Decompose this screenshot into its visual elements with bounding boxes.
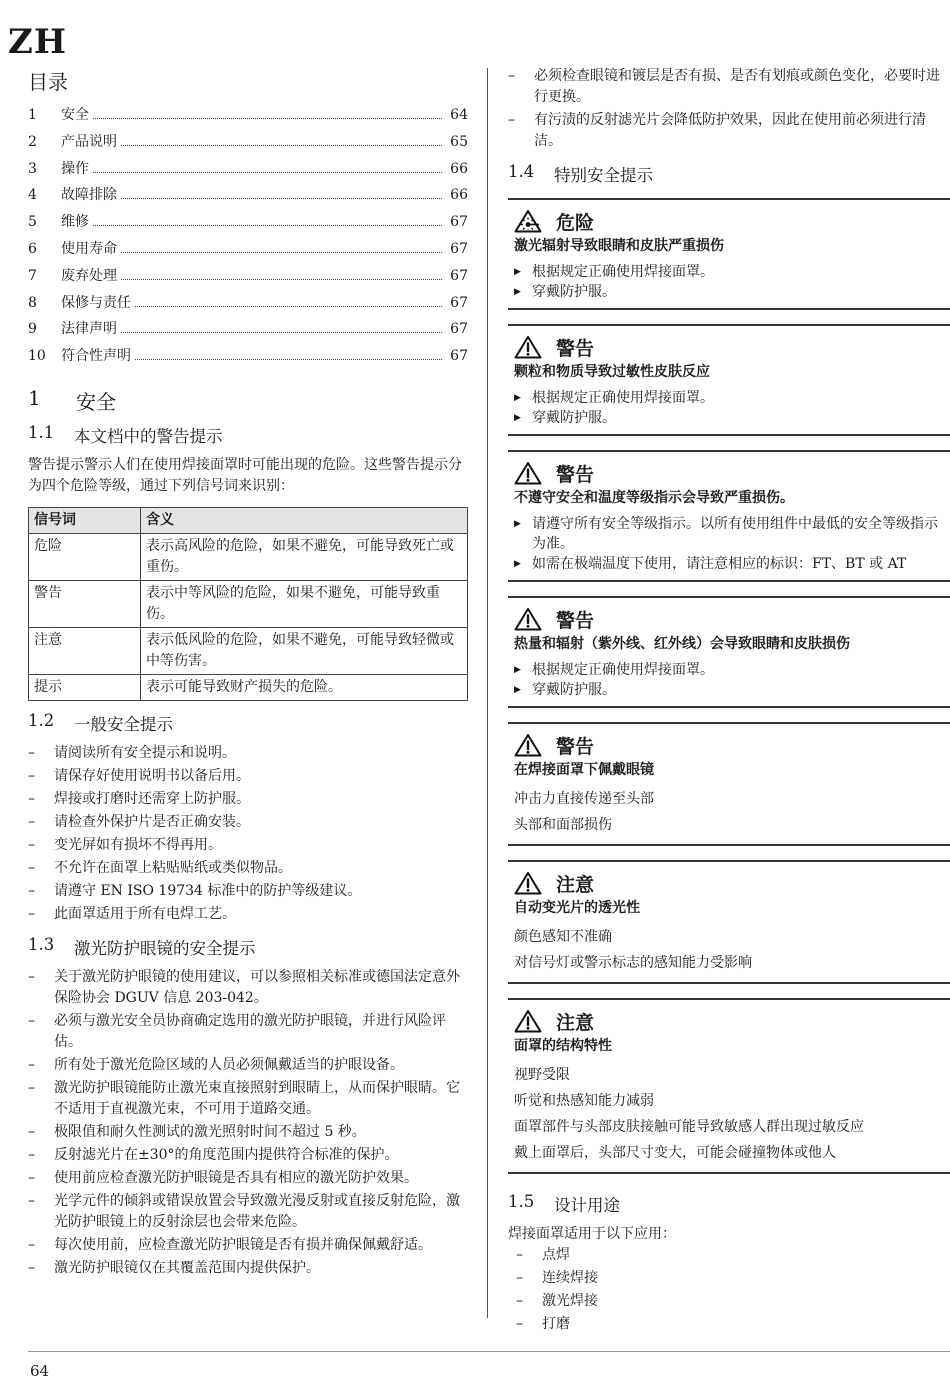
toc-entry[interactable] — [28, 184, 468, 211]
section-title: 特别安全提示 — [554, 166, 653, 185]
measure-item: ▶ 根据规定正确使用焊接面罩。 — [514, 660, 950, 680]
toc-number: 1 — [28, 107, 37, 123]
table-header-signal-word: 信号词 — [29, 507, 141, 533]
laser-goggles-list — [28, 967, 468, 1279]
section-number: 1.5 — [508, 1192, 535, 1211]
signal-word-table — [28, 507, 468, 701]
signal-word-cell: 提示 — [29, 674, 141, 700]
toc-number: 5 — [28, 214, 37, 231]
left-column — [28, 66, 468, 1281]
warning-subtitle: 自动变光片的透光性 — [514, 900, 640, 916]
measures-list — [514, 660, 950, 700]
toc-page-number: 64 — [450, 107, 468, 123]
section-1-heading — [28, 386, 468, 415]
list-item: – 所有处于激光危险区域的人员必须佩戴适当的护眼设备。 — [28, 1055, 468, 1076]
exclamation-warning-icon — [514, 461, 542, 485]
list-item: – 激光防护眼镜能防止激光束直接照射到眼睛上，从而保护眼睛。它不适用于直视激光束，不可用于道路交通。 — [28, 1078, 468, 1120]
consequence-line: 听觉和热感知能力减弱 — [514, 1093, 654, 1109]
column-divider — [487, 68, 488, 1318]
consequence-line: 冲击力直接传递至头部 — [514, 791, 654, 807]
warning-box — [508, 596, 950, 708]
section-number: 1.2 — [28, 710, 55, 730]
toc-number: 7 — [28, 267, 37, 284]
toc-entry-title: 故障排除 — [61, 187, 117, 204]
table-row — [29, 533, 468, 580]
section-number: 1.3 — [28, 934, 55, 954]
measure-item: ▶ 穿戴防护服。 — [514, 408, 950, 428]
warning-box — [508, 722, 950, 846]
toc-leader-dots — [121, 252, 442, 253]
toc-number: 9 — [28, 321, 37, 338]
toc-number: 10 — [28, 348, 46, 365]
exclamation-warning-icon — [514, 871, 542, 895]
list-item: – 光学元件的倾斜或错误放置会导致激光漫反射或直接反射危险，激光防护眼镜上的反射涂层也会带来危险。 — [28, 1191, 468, 1233]
measures-list — [514, 262, 950, 302]
list-item: – 请检查外保护片是否正确安装。 — [28, 812, 468, 833]
list-item: – 打磨 — [516, 1314, 950, 1335]
toc-entry[interactable] — [28, 318, 468, 345]
signal-word: 注意 — [556, 873, 595, 896]
signal-word: 危险 — [556, 211, 595, 234]
toc-title: 目录 — [28, 70, 68, 94]
warning-intro-paragraph: 警告提示警示人们在使用焊接面罩时可能出现的危险。这些警告提示分为四个危险等级，通过下列信号词来识别： — [28, 456, 462, 494]
warning-header — [514, 206, 950, 236]
warning-boxes — [508, 198, 950, 1174]
toc-page-number: 66 — [450, 160, 468, 177]
toc-entry-title: 安全 — [61, 107, 89, 123]
toc-leader-dots — [121, 279, 442, 280]
list-item: – 连续焊接 — [516, 1268, 950, 1289]
measures-list — [514, 514, 950, 574]
signal-word: 警告 — [556, 337, 595, 360]
list-item: – 有污渍的反射滤光片会降低防护效果，因此在使用前必须进行清洁。 — [508, 110, 950, 152]
laser-goggles-list-continued — [508, 66, 950, 152]
warning-subtitle: 颗粒和物质导致过敏性皮肤反应 — [514, 364, 710, 380]
toc-number: 3 — [28, 160, 37, 177]
warning-header — [514, 868, 950, 898]
toc-list — [28, 104, 468, 372]
section-number: 1.1 — [28, 422, 55, 442]
section-1-4-heading — [508, 162, 950, 186]
toc-leader-dots — [121, 198, 442, 199]
exclamation-warning-icon — [514, 1009, 542, 1033]
measure-item: ▶ 根据规定正确使用焊接面罩。 — [514, 388, 950, 408]
toc-entry-title: 保修与责任 — [61, 294, 131, 311]
warning-header — [514, 332, 950, 362]
signal-word: 警告 — [556, 463, 595, 486]
consequence-line: 对信号灯或警示标志的感知能力受影响 — [514, 955, 752, 971]
measure-item: ▶ 穿戴防护服。 — [514, 282, 950, 302]
intended-use-intro: 焊接面罩适用于以下应用： — [508, 1226, 676, 1242]
toc-leader-dots — [93, 172, 442, 173]
warning-subtitle: 不遵守安全和温度等级指示会导致严重损伤。 — [514, 490, 794, 506]
exclamation-warning-icon — [514, 335, 542, 359]
list-item: – 反射滤光片在±30°的角度范围内提供符合标准的保护。 — [28, 1145, 468, 1166]
signal-word: 注意 — [556, 1011, 595, 1034]
section-1-1-heading — [28, 423, 468, 447]
measure-item: ▶ 穿戴防护服。 — [514, 680, 950, 700]
toc-leader-dots — [93, 225, 442, 226]
warning-box — [508, 198, 950, 310]
intended-use-list — [508, 1245, 950, 1335]
consequence-line: 视野受限 — [514, 1067, 570, 1083]
section-number: 1 — [28, 385, 41, 410]
table-row — [29, 580, 468, 627]
measure-item: ▶ 请遵守所有安全等级指示。以所有使用组件中最低的安全等级指示为准。 — [514, 514, 950, 554]
signal-word: 警告 — [556, 735, 595, 758]
toc-entry[interactable] — [28, 104, 468, 131]
toc-entry-title: 法律声明 — [61, 321, 117, 338]
warning-subtitle: 面罩的结构特性 — [514, 1038, 612, 1054]
list-item: – 必须检查眼镜和镀层是否有损、是否有划痕或颜色变化，必要时进行更换。 — [508, 66, 950, 108]
list-item: – 请遵守 EN ISO 19734 标准中的防护等级建议。 — [28, 881, 468, 902]
toc-leader-dots — [135, 359, 442, 360]
laser-warning-icon — [514, 209, 542, 233]
toc-entry[interactable] — [28, 345, 468, 372]
meaning-cell: 表示低风险的危险，如果不避免，可能导致轻微或中等伤害。 — [141, 627, 468, 674]
list-item: – 点焊 — [516, 1245, 950, 1266]
consequence-line: 颜色感知不准确 — [514, 929, 612, 945]
section-1-5-heading — [508, 1192, 950, 1216]
warning-header — [514, 458, 950, 488]
toc-page-number: 67 — [450, 267, 468, 284]
footer-rule — [28, 1351, 950, 1352]
table-row — [29, 674, 468, 700]
warning-header — [514, 730, 950, 760]
toc-entry-title: 符合性声明 — [61, 348, 131, 365]
section-1-2-heading — [28, 711, 468, 735]
list-item: – 变光屏如有损坏不得再用。 — [28, 835, 468, 856]
list-item: – 焊接或打磨时还需穿上防护服。 — [28, 789, 468, 810]
list-item: – 关于激光防护眼镜的使用建议，可以参照相关标准或德国法定意外保险协会 DGUV 信息 203-042。 — [28, 967, 468, 1009]
list-item: – 激光防护眼镜仅在其覆盖范围内提供保护。 — [28, 1258, 468, 1279]
toc-page-number: 67 — [450, 348, 468, 365]
warning-subtitle: 热量和辐射（紫外线、红外线）会导致眼睛和皮肤损伤 — [514, 636, 850, 652]
list-item: – 必须与激光安全员协商确定选用的激光防护眼镜，并进行风险评估。 — [28, 1011, 468, 1053]
toc-entry[interactable] — [28, 211, 468, 238]
toc-page-number: 67 — [450, 294, 468, 311]
list-item: – 不允许在面罩上粘贴贴纸或类似物品。 — [28, 858, 468, 879]
measure-item: ▶ 根据规定正确使用焊接面罩。 — [514, 262, 950, 282]
list-item: – 请保存好使用说明书以备后用。 — [28, 766, 468, 787]
section-title: 一般安全提示 — [74, 714, 173, 734]
general-safety-list — [28, 743, 468, 925]
table-header-meaning: 含义 — [141, 507, 468, 533]
toc-number: 8 — [28, 294, 37, 311]
toc-entry[interactable] — [28, 158, 468, 185]
toc-entry[interactable] — [28, 238, 468, 265]
signal-word-cell: 危险 — [29, 533, 141, 580]
warning-box — [508, 860, 950, 984]
toc-entry-title: 使用寿命 — [61, 240, 117, 257]
signal-word-cell: 注意 — [29, 627, 141, 674]
consequence-line: 面罩部件与头部皮肤接触可能导致敏感人群出现过敏反应 — [514, 1119, 864, 1135]
table-row — [29, 627, 468, 674]
toc-entry[interactable] — [28, 265, 468, 292]
section-number: 1.4 — [508, 162, 535, 181]
warning-box — [508, 324, 950, 436]
warning-subtitle: 在焊接面罩下佩戴眼镜 — [514, 762, 654, 778]
toc-number: 2 — [28, 133, 37, 150]
list-item: – 极限值和耐久性测试的激光照射时间不超过 5 秒。 — [28, 1122, 468, 1143]
toc-leader-dots — [121, 332, 442, 333]
meaning-cell: 表示高风险的危险，如果不避免，可能导致死亡或重伤。 — [141, 533, 468, 580]
list-item: – 此面罩适用于所有电焊工艺。 — [28, 904, 468, 925]
section-title: 安全 — [76, 389, 116, 414]
toc-entry[interactable] — [28, 131, 468, 158]
signal-word: 警告 — [556, 609, 595, 632]
toc-leader-dots — [93, 118, 442, 119]
measures-list — [514, 388, 950, 428]
section-title: 本文档中的警告提示 — [74, 426, 223, 446]
warning-header — [514, 604, 950, 634]
toc-page-number: 67 — [450, 321, 468, 338]
consequence-line: 戴上面罩后，头部尺寸变大，可能会碰撞物体或他人 — [514, 1145, 836, 1161]
toc-leader-dots — [121, 145, 442, 146]
toc-page-number: 66 — [450, 187, 468, 204]
exclamation-warning-icon — [514, 733, 542, 757]
warning-box — [508, 998, 950, 1174]
toc-number: 6 — [28, 240, 37, 257]
meaning-cell: 表示可能导致财产损失的危险。 — [141, 674, 468, 700]
consequence-line: 头部和面部损伤 — [514, 817, 612, 833]
list-item: – 激光焊接 — [516, 1291, 950, 1312]
toc-page-number: 67 — [450, 214, 468, 231]
toc-number: 4 — [28, 187, 37, 204]
page-number: 64 — [30, 1362, 50, 1380]
signal-word-cell: 警告 — [29, 580, 141, 627]
toc-page-number: 67 — [450, 240, 468, 257]
meaning-cell: 表示中等风险的危险，如果不避免，可能导致重伤。 — [141, 580, 468, 627]
section-title: 设计用途 — [554, 1196, 620, 1215]
list-item: – 请阅读所有安全提示和说明。 — [28, 743, 468, 764]
toc-entry[interactable] — [28, 292, 468, 319]
exclamation-warning-icon — [514, 607, 542, 631]
section-title: 激光防护眼镜的安全提示 — [74, 938, 256, 958]
toc-entry-title: 废弃处理 — [61, 267, 117, 284]
toc-entry-title: 操作 — [61, 160, 89, 177]
warning-header — [514, 1006, 950, 1036]
toc-entry-title: 产品说明 — [61, 133, 117, 150]
list-item: – 每次使用前，应检查激光防护眼镜是否有损并确保佩戴舒适。 — [28, 1235, 468, 1256]
toc-page-number: 65 — [450, 133, 468, 150]
toc-entry-title: 维修 — [61, 214, 89, 231]
section-1-3-heading — [28, 935, 468, 959]
warning-subtitle: 激光辐射导致眼睛和皮肤严重损伤 — [514, 238, 724, 254]
right-column — [508, 66, 950, 1337]
measure-item: ▶ 如需在极端温度下使用，请注意相应的标识：FT、BT 或 AT — [514, 554, 950, 574]
language-label: ZH — [8, 22, 67, 62]
warning-box — [508, 450, 950, 582]
toc-leader-dots — [135, 306, 442, 307]
list-item: – 使用前应检查激光防护眼镜是否具有相应的激光防护效果。 — [28, 1168, 468, 1189]
